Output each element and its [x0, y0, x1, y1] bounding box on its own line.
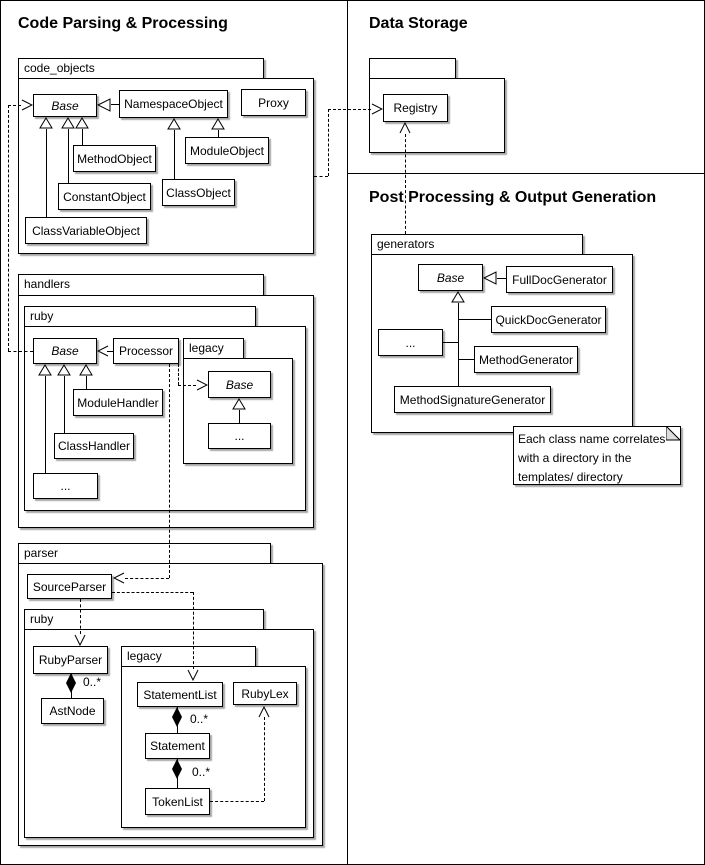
class-box-registry: [383, 94, 448, 122]
class-box-method-signature-generator: [394, 386, 551, 413]
class-label: StatementList: [143, 687, 217, 702]
note-line: with a directory in the: [518, 451, 632, 465]
class-label: AstNode: [49, 704, 96, 718]
class-label: MethodGenerator: [478, 352, 574, 367]
inheritance-line: [45, 376, 46, 473]
dependency-arrowhead-right: [371, 103, 383, 115]
generalization-arrowhead-up: [79, 364, 93, 376]
dependency-line: [405, 134, 406, 234]
class-label: Proxy: [258, 95, 289, 110]
package-tab-generators: generators: [371, 234, 583, 255]
inheritance-line: [218, 130, 219, 137]
class-label: ClassObject: [166, 185, 231, 200]
class-label: ClassVariableObject: [32, 223, 140, 238]
inheritance-line: [111, 104, 119, 105]
composition-diamond: [171, 707, 183, 727]
dependency-arrowhead-left: [97, 345, 109, 357]
dependency-arrowhead-up: [258, 706, 270, 718]
class-label: Registry: [393, 101, 438, 115]
dependency-line: [210, 801, 264, 802]
class-box-method-object: [73, 145, 156, 172]
class-box-code-objects-base: [33, 94, 97, 117]
dependency-line: [193, 592, 194, 669]
inheritance-line: [46, 129, 47, 217]
generalization-arrowhead-left: [483, 271, 497, 285]
section-title-post-processing: Post Processing & Output Generation: [369, 189, 657, 206]
package-tab-handlers: handlers: [18, 274, 264, 296]
multiplicity-label: 0..*: [83, 675, 102, 689]
generalization-arrowhead-up: [232, 398, 246, 410]
dependency-arrowhead-down: [187, 669, 199, 681]
class-label: SourceParser: [32, 579, 107, 594]
class-box-token-list: [145, 788, 210, 815]
generalization-arrowhead-up: [57, 364, 71, 376]
dependency-arrowhead-left: [113, 572, 125, 584]
class-label: ...: [60, 479, 71, 493]
multiplicity-label: 0..*: [192, 765, 211, 779]
note-templates-directory: [513, 426, 681, 485]
class-box-proxy: [241, 89, 306, 116]
class-label: Base: [436, 270, 465, 285]
class-box-statement: [145, 733, 210, 759]
generalization-arrowhead-up: [61, 117, 75, 129]
dependency-arrowhead-up: [399, 122, 411, 134]
multiplicity-label: 0..*: [190, 712, 209, 726]
section-divider-vertical: [347, 1, 348, 865]
class-box-method-generator: [474, 346, 578, 373]
note-line: templates/ directory: [518, 470, 623, 484]
generalization-arrowhead-up: [39, 117, 53, 129]
dependency-line: [112, 592, 193, 593]
class-label: ConstantObject: [63, 189, 146, 204]
class-box-class-handler: [54, 433, 134, 459]
class-box-generators-base: [418, 264, 483, 291]
generalization-arrowhead-up: [211, 118, 225, 130]
inheritance-line: [174, 130, 175, 179]
class-label: MethodSignatureGenerator: [399, 392, 546, 407]
inheritance-line: [239, 410, 240, 423]
inheritance-line: [497, 278, 506, 279]
generalization-arrowhead-left: [97, 98, 111, 112]
package-tab-parser-ruby: ruby: [24, 609, 264, 630]
class-box-class-variable-object: [25, 217, 147, 244]
inheritance-line: [458, 303, 459, 386]
class-label: RubyParser: [38, 653, 103, 667]
class-box-handlers-base: [33, 338, 97, 364]
dependency-line: [8, 105, 21, 106]
composition-diamond: [171, 759, 183, 779]
class-label: Base: [51, 98, 79, 113]
dependency-line: [125, 578, 169, 579]
inheritance-line: [68, 129, 69, 183]
section-divider-horizontal: [347, 173, 705, 174]
class-box-namespace-object: [119, 90, 228, 118]
note-line: Each class name correlates: [518, 432, 666, 446]
generalization-arrowhead-up: [75, 117, 89, 129]
class-box-handlers-legacy-ellipsis: [208, 423, 271, 449]
class-box-ruby-lex: [233, 682, 297, 705]
dependency-arrowhead-right: [21, 99, 33, 111]
class-label: NamespaceObject: [124, 97, 223, 111]
class-box-processor: [113, 338, 179, 364]
note-folded-corner-icon: [666, 426, 681, 441]
dependency-line: [178, 364, 179, 385]
class-label: MethodObject: [77, 151, 152, 166]
dependency-line: [328, 109, 371, 110]
class-box-handlers-ellipsis: [33, 473, 98, 499]
inheritance-line: [86, 376, 87, 389]
class-label: TokenList: [152, 794, 203, 809]
class-label: Statement: [150, 739, 205, 753]
inheritance-line: [443, 342, 458, 343]
class-label: ModuleHandler: [77, 395, 159, 410]
dependency-line: [8, 105, 9, 351]
dependency-line: [314, 176, 328, 177]
dependency-line: [169, 364, 170, 578]
dependency-arrowhead-down: [74, 634, 86, 646]
class-box-module-object: [185, 137, 269, 164]
class-box-class-object: [162, 179, 235, 206]
inheritance-line: [64, 376, 65, 433]
package-tab-code-objects: code_objects: [18, 58, 264, 79]
class-box-statement-list: [137, 682, 223, 707]
class-box-source-parser: [27, 574, 112, 599]
inheritance-line: [458, 319, 491, 320]
package-tab-handlers-legacy: legacy: [183, 338, 244, 359]
class-box-generators-ellipsis: [378, 329, 443, 356]
package-tab-handlers-ruby: ruby: [24, 306, 256, 327]
dependency-arrowhead-right: [196, 379, 208, 391]
inheritance-line: [82, 129, 83, 145]
dependency-line: [328, 109, 329, 176]
generalization-arrowhead-up: [38, 364, 52, 376]
class-label: Processor: [118, 344, 174, 358]
class-box-full-doc-generator: [506, 266, 613, 293]
class-box-quick-doc-generator: [491, 306, 606, 333]
class-label: RubyLex: [241, 686, 289, 701]
dependency-line: [264, 717, 265, 801]
class-label: FullDocGenerator: [512, 272, 607, 287]
composition-diamond: [65, 673, 77, 693]
dependency-line: [80, 599, 81, 634]
class-label: Base: [225, 377, 254, 392]
generalization-arrowhead-up: [451, 291, 465, 303]
package-tab-storage: [369, 58, 456, 79]
class-box-module-handler: [73, 389, 163, 416]
class-label: QuickDocGenerator: [495, 312, 602, 327]
class-label: Base: [51, 344, 79, 358]
class-box-ast-node: [41, 698, 104, 724]
class-label: ...: [405, 335, 416, 350]
package-tab-parser: parser: [18, 543, 271, 564]
dependency-line: [8, 351, 33, 352]
class-box-handlers-legacy-base: [208, 371, 271, 398]
dependency-line: [178, 385, 196, 386]
section-title-code-parsing: Code Parsing & Processing: [18, 15, 228, 32]
inheritance-line: [458, 359, 474, 360]
class-box-ruby-parser: [33, 646, 108, 674]
class-box-constant-object: [58, 183, 151, 210]
class-label: ModuleObject: [189, 143, 265, 158]
generalization-arrowhead-up: [167, 118, 181, 130]
package-tab-parser-legacy: legacy: [121, 646, 256, 667]
class-label: ...: [234, 429, 245, 443]
class-label: ClassHandler: [57, 439, 131, 453]
section-title-data-storage: Data Storage: [369, 15, 468, 32]
